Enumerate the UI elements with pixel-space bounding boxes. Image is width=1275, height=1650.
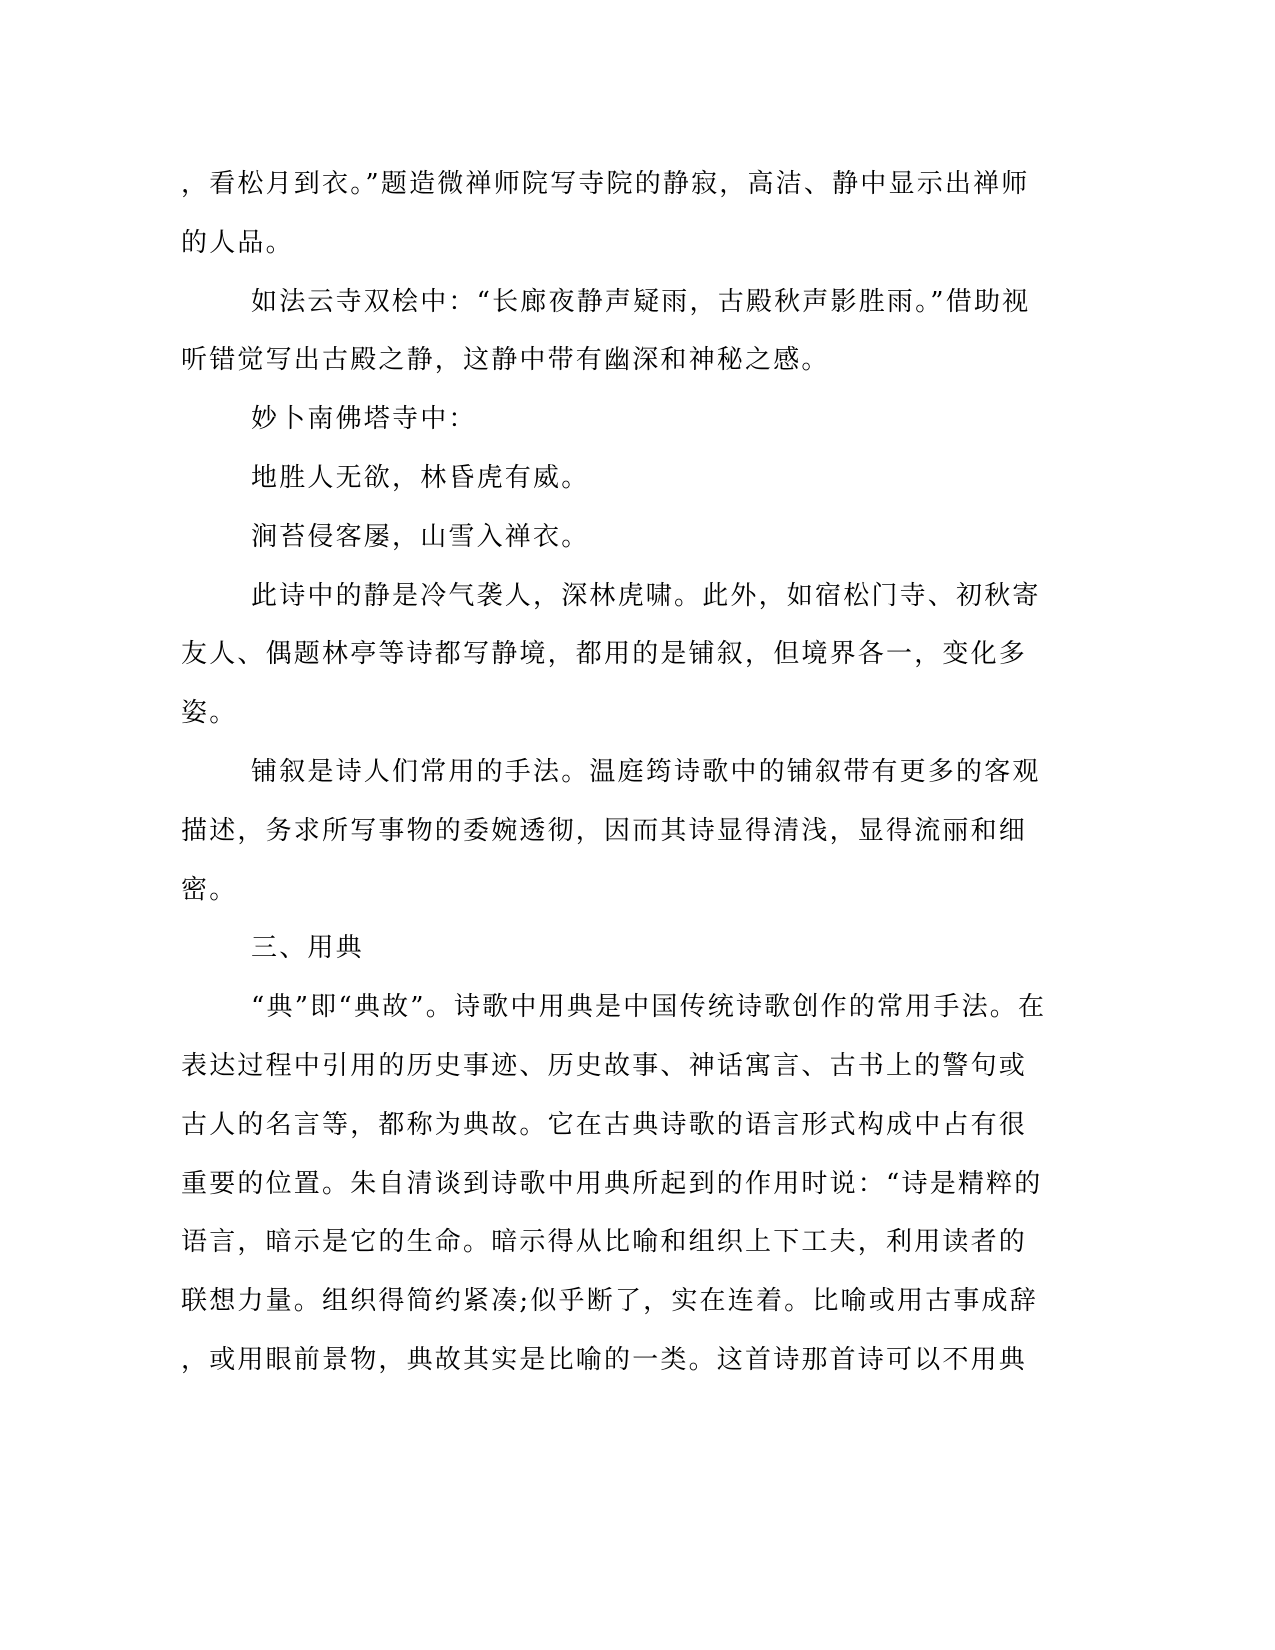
text-line: “典”即“典故”。诗歌中用典是中国传统诗歌创作的常用手法。在 [251,992,1047,1023]
section-heading: 三、用典 [251,933,364,964]
text-line: ，看松月到衣。”题造微禅师院写寺院的静寂，高洁、静中显示出禅师 [181,169,1030,199]
text-line: 的人品。 [181,227,294,258]
text-line: 此诗中的静是冷气袭人，深林虎啸。此外，如宿松门寺、初秋寄 [251,580,1041,611]
text-line: 古人的名言等，都称为典故。它在古典诗歌的语言形式构成中占有很 [181,1109,1028,1140]
text-line: 语言，暗示是它的生命。暗示得从比喻和组织上下工夫，利用读者的 [181,1227,1028,1258]
poem-line: 地胜人无欲，林昏虎有威。 [251,462,590,493]
text-line: 铺叙是诗人们常用的手法。温庭筠诗歌中的铺叙带有更多的客观 [251,756,1041,787]
text-line: 听错觉写出古殿之静，这静中带有幽深和神秘之感。 [181,345,830,376]
text-line: 密。 [181,874,238,905]
text-line: 重要的位置。朱自清谈到诗歌中用典所起到的作用时说：“诗是精粹的 [181,1168,1043,1199]
text-line: 联想力量。组织得简约紧凑;似乎断了，实在连着。比喻或用古事成辞 [181,1286,1038,1317]
text-line: ，或用眼前景物，典故其实是比喻的一类。这首诗那首诗可以不用典 [181,1344,1028,1375]
text-line: 姿。 [181,698,238,729]
document-text [181,155,1047,1390]
poem-line: 涧苔侵客屡，山雪入禅衣。 [251,521,590,552]
text-line: 描述，务求所写事物的委婉透彻，因而其诗显得清浅，显得流丽和细 [181,815,1028,846]
text-line: 表达过程中引用的历史事迹、历史故事、神话寓言、古书上的警句或 [181,1050,1028,1081]
text-line: 如法云寺双桧中：“长廊夜静声疑雨，古殿秋声影胜雨。”借助视 [251,286,1031,317]
text-line: 妙卜南佛塔寺中： [251,404,477,435]
text-line: 友人、偶题林亭等诗都写静境，都用的是铺叙，但境界各一，变化多 [181,639,1028,670]
